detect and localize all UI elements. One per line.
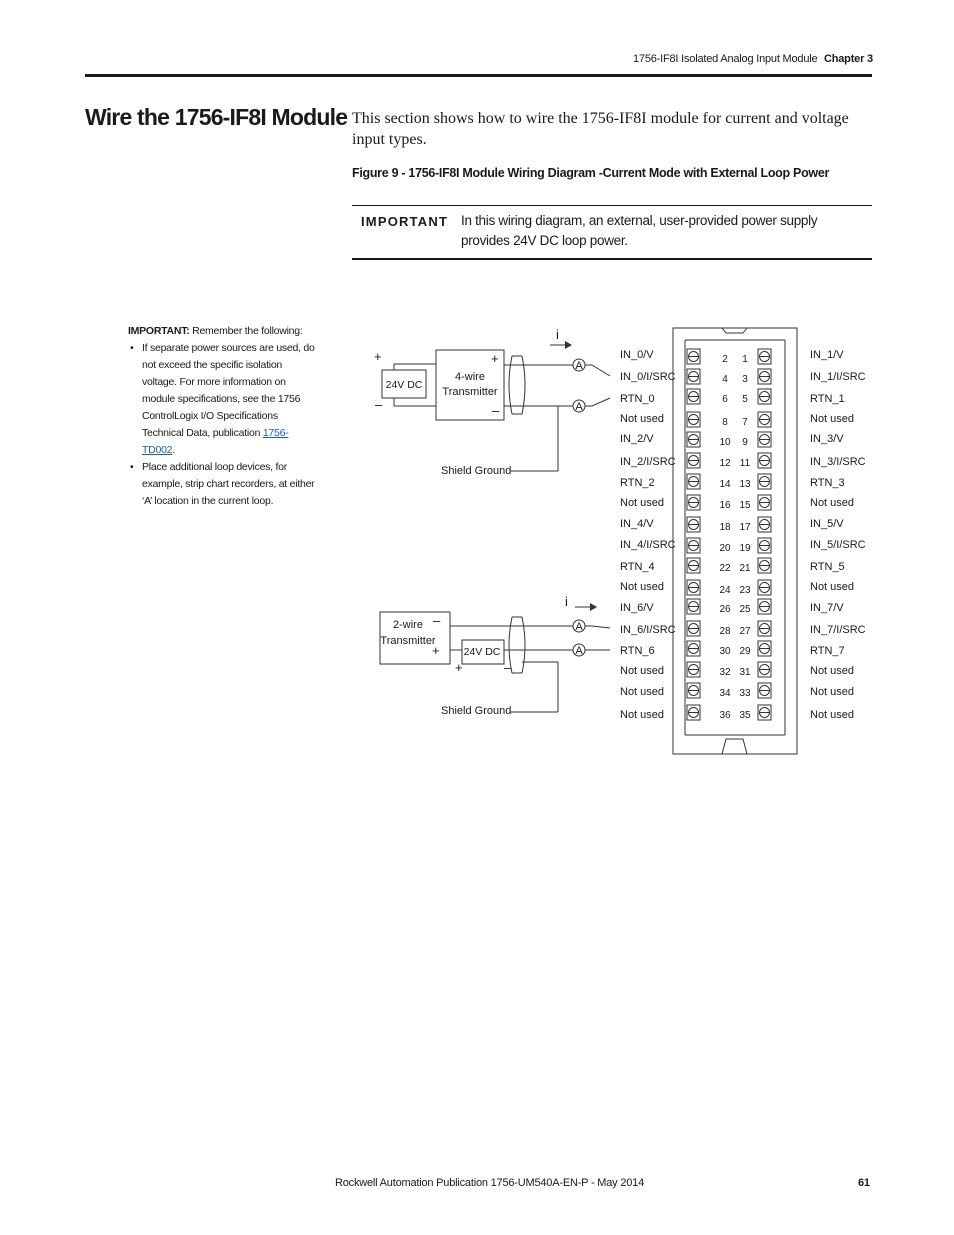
right-signal-label: Not used: [810, 413, 855, 425]
right-signal-label: RTN_1: [810, 393, 845, 405]
two-wire-label-2: Transmitter: [380, 635, 436, 647]
right-signal-label: RTN_5: [810, 561, 845, 573]
left-signal-label: IN_6/V: [620, 602, 654, 614]
footer-publication: Rockwell Automation Publication 1756-UM540A-EN-P - May 2014: [335, 1177, 644, 1189]
right-signal-label: IN_1/V: [810, 349, 844, 361]
plus-sign-3: +: [432, 643, 440, 658]
right-signal-label: IN_7/I/SRC: [810, 624, 866, 636]
terminal-number-odd: 7: [742, 417, 748, 428]
terminal-number-odd: 1: [742, 354, 748, 365]
terminal-number-odd: 35: [739, 710, 751, 721]
bullet-1-text: If separate power sources are used, do not exceed the specific isolation voltage. For more information on module specifications, see the 1756 ControlLogix I/O Specifications Technical Data, publication: [142, 342, 315, 439]
left-signal-label: IN_4/V: [620, 518, 654, 530]
psu-label-bottom: 24V DC: [463, 646, 501, 658]
a-label-2: A: [575, 401, 583, 413]
right-signal-label: IN_7/V: [810, 602, 844, 614]
right-signal-label: RTN_7: [810, 645, 845, 657]
terminal-row: [687, 517, 771, 533]
current-arrow-top: [565, 341, 572, 349]
shield-ground-label-2: Shield Ground: [441, 705, 512, 717]
intro-paragraph: This section shows how to wire the 1756-IF8I module for current and voltage input types.: [352, 110, 849, 148]
two-wire-label-1: 2-wire: [393, 619, 423, 631]
terminal-row: [687, 349, 771, 365]
terminal-number-odd: 9: [742, 437, 748, 448]
right-signal-label: IN_5/I/SRC: [810, 539, 866, 551]
shield-ground-label-1: Shield Ground: [441, 465, 512, 477]
left-signal-label: IN_2/V: [620, 433, 654, 445]
psu-label-top: 24V DC: [385, 379, 423, 391]
minus-sign-2: –: [492, 403, 500, 418]
terminal-row: [687, 580, 771, 596]
terminal-number-odd: 15: [739, 500, 751, 511]
left-signal-labels: [620, 349, 676, 721]
terminal-number-even: 4: [722, 374, 728, 385]
right-signal-label: IN_3/I/SRC: [810, 456, 866, 468]
left-signal-label: IN_6/I/SRC: [620, 624, 676, 636]
terminal-number-even: 12: [719, 458, 731, 469]
terminal-row: [687, 412, 771, 428]
right-signal-label: IN_5/V: [810, 518, 844, 530]
section-heading: Wire the 1756-IF8I Module: [85, 104, 348, 130]
terminal-row: [687, 474, 771, 490]
current-symbol-top: i: [556, 327, 559, 342]
figure-title: Figure 9 - 1756-IF8I Module Wiring Diagram -Current Mode with External Loop Power: [352, 166, 830, 180]
terminal-number-even: 26: [719, 604, 731, 615]
side-note-lead-rest: Remember the following:: [189, 325, 303, 337]
terminal-row: [687, 538, 771, 554]
plus-sign-1: +: [374, 349, 382, 364]
terminal-row: [687, 558, 771, 574]
left-signal-label: IN_4/I/SRC: [620, 539, 676, 551]
minus-sign-3: –: [433, 613, 441, 628]
terminal-number-even: 2: [722, 354, 728, 365]
terminal-rows: [687, 349, 771, 721]
running-header-title: 1756-IF8I Isolated Analog Input Module: [633, 53, 818, 65]
terminal-row: [687, 683, 771, 699]
terminal-number-odd: 27: [739, 626, 751, 637]
terminal-row: [687, 389, 771, 405]
terminal-number-odd: 33: [739, 688, 751, 699]
terminal-number-odd: 11: [739, 458, 751, 469]
terminal-number-even: 20: [719, 543, 731, 554]
terminal-number-even: 30: [719, 646, 731, 657]
terminal-number-odd: 3: [742, 374, 748, 385]
terminal-number-even: 8: [722, 417, 728, 428]
right-signal-label: Not used: [810, 686, 855, 698]
left-signal-label: IN_0/V: [620, 349, 654, 361]
four-wire-label-1: 4-wire: [455, 371, 485, 383]
terminal-row: [687, 432, 771, 448]
terminal-number-odd: 17: [739, 522, 751, 533]
right-signal-label: IN_1/I/SRC: [810, 371, 866, 383]
current-symbol-bottom: i: [565, 594, 568, 609]
td002-link[interactable]: 1756-TD002: [142, 427, 289, 456]
right-signal-label: Not used: [810, 581, 855, 593]
plus-sign-2: +: [491, 351, 499, 366]
bullet-1-end: .: [172, 444, 175, 456]
terminal-row: [687, 662, 771, 678]
minus-sign-4: –: [504, 660, 512, 675]
a-label-3: A: [575, 621, 583, 633]
terminal-row: [687, 705, 771, 721]
left-signal-label: Not used: [620, 581, 665, 593]
terminal-number-odd: 29: [739, 646, 751, 657]
terminal-row: [687, 641, 771, 657]
terminal-row: [687, 495, 771, 511]
important-label: IMPORTANT: [361, 214, 449, 229]
terminal-number-even: 28: [719, 626, 731, 637]
left-signal-label: RTN_6: [620, 645, 655, 657]
terminal-number-odd: 25: [739, 604, 751, 615]
left-signal-label: Not used: [620, 686, 665, 698]
terminal-number-odd: 31: [739, 667, 751, 678]
terminal-number-even: 24: [719, 585, 731, 596]
right-signal-label: IN_3/V: [810, 433, 844, 445]
a-label-4: A: [575, 645, 583, 657]
important-text: In this wiring diagram, an external, user-provided power supply provides 24V DC loop power.: [461, 213, 818, 248]
terminal-row: [687, 621, 771, 637]
right-signal-labels: [810, 349, 866, 721]
left-signal-label: Not used: [620, 665, 665, 677]
right-signal-label: Not used: [810, 709, 855, 721]
plus-sign-4: +: [455, 660, 463, 675]
side-note-lead-bold: IMPORTANT:: [128, 325, 190, 337]
terminal-number-even: 22: [719, 563, 731, 574]
left-signal-label: RTN_4: [620, 561, 655, 573]
right-signal-label: RTN_3: [810, 477, 845, 489]
terminal-number-odd: 21: [739, 563, 751, 574]
terminal-number-even: 36: [719, 710, 731, 721]
terminal-row: [687, 369, 771, 385]
terminal-number-even: 16: [719, 500, 731, 511]
terminal-row: [687, 599, 771, 615]
terminal-number-even: 14: [719, 479, 731, 490]
current-arrow-bottom: [590, 603, 597, 611]
right-signal-label: Not used: [810, 497, 855, 509]
four-wire-label-2: Transmitter: [442, 386, 498, 398]
terminal-number-odd: 23: [739, 585, 751, 596]
left-signal-label: Not used: [620, 413, 665, 425]
minus-sign-1: –: [375, 397, 383, 412]
terminal-number-even: 6: [722, 394, 728, 405]
terminal-number-odd: 5: [742, 394, 748, 405]
left-signal-label: IN_2/I/SRC: [620, 456, 676, 468]
terminal-number-even: 18: [719, 522, 731, 533]
left-signal-label: RTN_2: [620, 477, 655, 489]
terminal-number-odd: 19: [739, 543, 751, 554]
terminal-number-even: 10: [719, 437, 731, 448]
left-signal-label: IN_0/I/SRC: [620, 371, 676, 383]
terminal-row: [687, 453, 771, 469]
running-header-chapter: Chapter 3: [824, 53, 873, 65]
left-signal-label: Not used: [620, 709, 665, 721]
terminal-number-even: 32: [719, 667, 731, 678]
left-signal-label: Not used: [620, 497, 665, 509]
terminal-number-odd: 13: [739, 479, 751, 490]
page-number: 61: [858, 1177, 870, 1189]
a-label-1: A: [575, 360, 583, 372]
terminal-number-even: 34: [719, 688, 731, 699]
side-note-bullet-2: • Place additional loop devices, for example, strip chart recorders, at either ‘A’ location in the current loop.: [128, 459, 316, 510]
left-signal-label: RTN_0: [620, 393, 655, 405]
right-signal-label: Not used: [810, 665, 855, 677]
